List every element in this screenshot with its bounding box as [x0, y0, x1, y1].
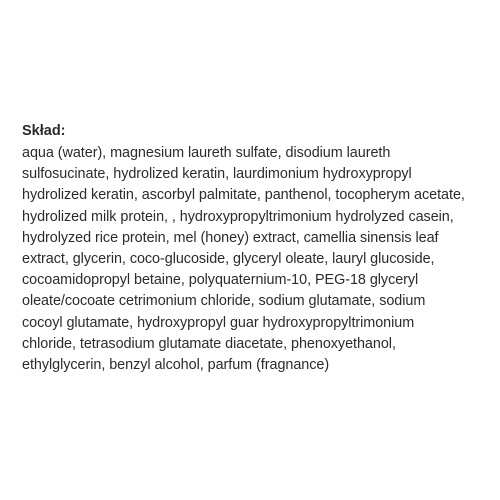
ingredients-line: ethylglycerin, benzyl alcohol, parfum (fragnance)	[22, 357, 330, 374]
ingredients-line: cocoyl glutamate, hydroxypropyl guar hydroxypropyltrimonium	[22, 314, 415, 331]
ingredients-line: cocoamidopropyl betaine, polyquaternium-10, PEG-18 glyceryl	[22, 272, 419, 289]
ingredients-list	[22, 143, 484, 376]
ingredients-line: hydrolyzed rice protein, mel (honey) extract, camellia sinensis leaf	[22, 229, 439, 246]
ingredients-line: extract, glycerin, coco-glucoside, glyceryl oleate, lauryl glucoside,	[22, 251, 435, 268]
ingredients-line: oleate/cocoate cetrimonium chloride, sodium glutamate, sodium	[22, 293, 426, 310]
ingredients-line: chloride, tetrasodium glutamate diacetate, phenoxyethanol,	[22, 335, 396, 352]
ingredients-line: hydrolized milk protein, , hydroxypropyltrimonium hydrolyzed casein,	[22, 208, 454, 225]
ingredients-line: sulfosucinate, hydrolized keratin, laurdimonium hydroxypropyl	[22, 166, 412, 183]
ingredients-line: hydrolized keratin, ascorbyl palmitate, panthenol, tocopherym acetate,	[22, 187, 465, 204]
ingredients-heading: Skład:	[22, 123, 66, 139]
ingredients-block	[22, 121, 484, 376]
ingredients-line: aqua (water), magnesium laureth sulfate, disodium laureth	[22, 145, 391, 161]
